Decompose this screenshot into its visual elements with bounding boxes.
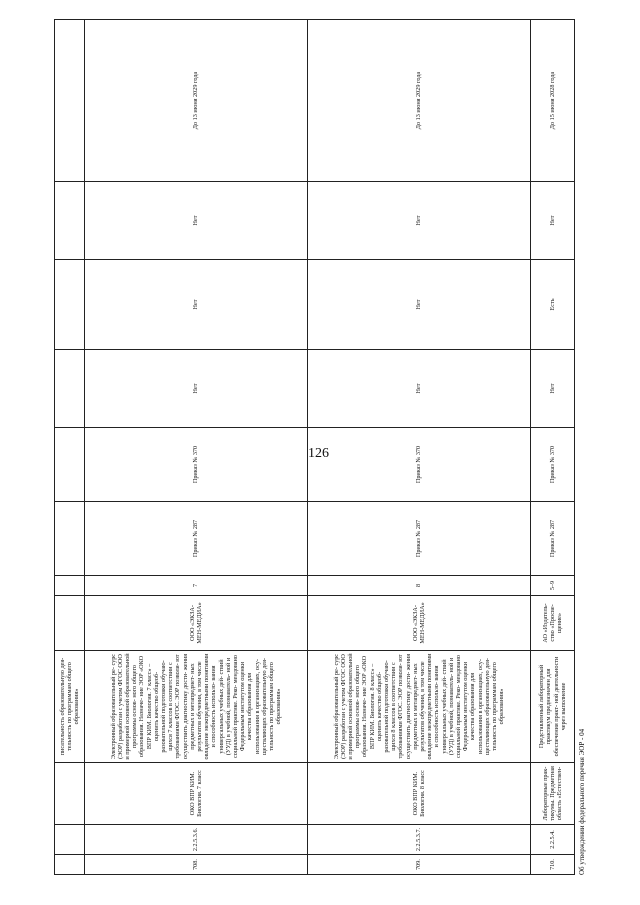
row-grades [55, 576, 85, 596]
row-grades: 5–9 [531, 576, 575, 596]
row-organization [55, 596, 85, 651]
row-order-1 [55, 502, 85, 576]
row-criterion-2: Есть [531, 260, 575, 350]
row-code: 2.2.5.3.7. [308, 825, 531, 855]
table-row [531, 20, 575, 875]
row-order-1: Приказ № 287 [85, 502, 308, 576]
footer-note: Об утверждении федерального перечня ЭОР - 04 [578, 728, 586, 875]
row-order-2: Приказ № 370 [308, 428, 531, 502]
row-description: Представленный лабораторный практикум предназначен для обеспечения практ- ной деятельности через выполнение [531, 651, 575, 763]
row-description: Электронный образовательный ре- сурс (ЭОР) разработан с учетом ФГОС ООО и примерной основной образовательной программы основ- ного общего образования. Назначе- ние ЭОР «ОКО ВПР КИМ. Биология. 8 класс» – оценить качество общеоб- разовательной подготовки обучаю- щихся 8 классов в соответствии с требованиями ФГОС. ЭОР позволя- ют осуществить диагностику дости- жения предметных и метапредмет- ных результатов обучения, в том числе овладение межпредметными понятиями и способность использо- вания универсальных учебных дей- ствий (УУД) в учебной, познаватель- ной и социальной практике. Реко- мендовано Федеральным институтом оценки качества образования для использования в организациях, осу- ществляющих образовательную дея- тельность по программам общего образования» [308, 651, 531, 763]
resource-table [54, 19, 575, 875]
row-order-1: Приказ № 287 [531, 502, 575, 576]
row-deadline: До 15 июня 2028 года [531, 20, 575, 182]
row-criterion-3: Нет [531, 182, 575, 260]
row-number: 708. [85, 855, 308, 875]
row-criterion-2 [55, 260, 85, 350]
row-organization: АО «Издатель- ство «Просве- щение» [531, 596, 575, 651]
rotated-table-region [54, 40, 587, 875]
row-criterion-3: Нет [308, 182, 531, 260]
row-grades: 8 [308, 576, 531, 596]
row-criterion-3: Нет [85, 182, 308, 260]
row-criterion-1: Нет [85, 350, 308, 428]
row-order-2 [55, 428, 85, 502]
row-code: 2.2.5.4. [531, 825, 575, 855]
page-number: 126 [308, 446, 329, 461]
row-number [55, 855, 85, 875]
row-deadline: До 13 июня 2029 года [308, 20, 531, 182]
row-deadline [55, 20, 85, 182]
row-order-2: Приказ № 370 [85, 428, 308, 502]
row-name: ОКО ВПР КИМ. Биология. 8 класс [308, 763, 531, 825]
row-order-2: Приказ № 370 [531, 428, 575, 502]
row-criterion-2: Нет [85, 260, 308, 350]
row-organization: ООО «ЭКЗА- МЕН-МЕДИА» [85, 596, 308, 651]
row-name [55, 763, 85, 825]
row-order-1: Приказ № 287 [308, 502, 531, 576]
row-criterion-1: Нет [308, 350, 531, 428]
row-criterion-3 [55, 182, 85, 260]
row-number: 709. [308, 855, 531, 875]
row-grades: 7 [85, 576, 308, 596]
row-code: 2.2.5.3.6. [85, 825, 308, 855]
row-organization: ООО «ЭКЗА- МЕН-МЕДИА» [308, 596, 531, 651]
table-row [308, 20, 531, 875]
row-criterion-2: Нет [308, 260, 531, 350]
row-criterion-1 [55, 350, 85, 428]
row-description: писательность образовательную дея- тельность по программам общего образования» [55, 651, 85, 763]
row-code [55, 825, 85, 855]
row-name: ОКО ВПР КИМ. Биология. 7 класс [85, 763, 308, 825]
row-description: Электронный образовательный ре- сурс (ЭОР) разработан с учетом ФГОС ООО и примерной основной образовательной программы основ- ного общего образования. Назначе- ние ЭОР «ОКО ВПР КИМ. Биология. 7 класс» – оценить качество общеоб- разовательной подготовки обучаю- щихся 7 классов в соответствии с требованиями ФГОС. ЭОР позволя- ют осуществить диагностику дости- жения предметных и метапредмет- ных результатов обучения, в том числе овладение межпредметными понятиями и способность использо- вания универсальных учебных дей- ствий (УУД) в учебной, познаватель- ной и социальной практике. Реко- мендовано Федеральным институтом оценки качества образования для использования в организациях, осу- ществляющих образовательную дея- тельность по программам общего образования» [85, 651, 308, 763]
row-name: Лабораторные прак- тикумы. Предметная область «Естествен- [531, 763, 575, 825]
table-row [55, 20, 85, 875]
row-number: 710. [531, 855, 575, 875]
row-criterion-1: Нет [531, 350, 575, 428]
row-deadline: До 13 июня 2029 года [85, 20, 308, 182]
table-row [85, 20, 308, 875]
